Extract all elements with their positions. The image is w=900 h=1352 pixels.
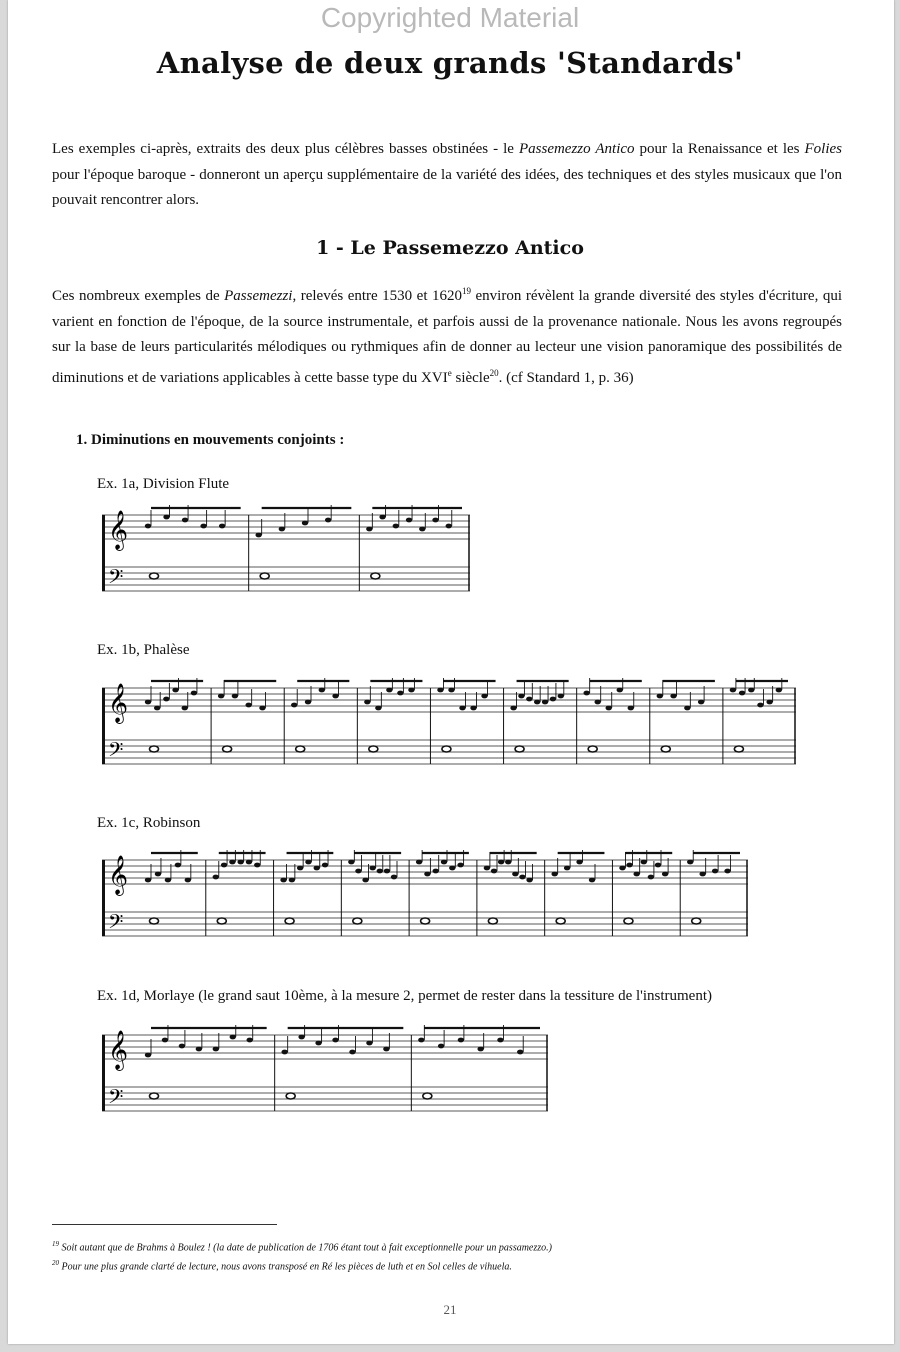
note-head — [594, 700, 600, 705]
note-head — [182, 518, 188, 523]
note-head — [432, 518, 438, 523]
note-head — [517, 1050, 523, 1055]
note-head — [550, 697, 556, 702]
note-head — [670, 694, 676, 699]
bass-whole-note — [488, 918, 497, 924]
note-head — [641, 860, 647, 865]
note-head — [280, 878, 286, 883]
note-head — [291, 703, 297, 708]
note-head — [237, 860, 243, 865]
note-head — [698, 700, 704, 705]
bass-whole-note — [556, 918, 565, 924]
note-head — [369, 866, 375, 871]
note-head — [497, 1038, 503, 1043]
note-head — [551, 872, 557, 877]
note-head — [393, 524, 399, 529]
note-head — [648, 875, 654, 880]
bass-whole-note — [260, 573, 269, 579]
note-head — [558, 694, 564, 699]
note-head — [477, 1047, 483, 1052]
note-head — [185, 878, 191, 883]
note-head — [179, 1044, 185, 1049]
note-head — [662, 872, 668, 877]
note-head — [576, 860, 582, 865]
treble-clef-icon: 𝄞 — [108, 855, 129, 895]
note-head — [391, 875, 397, 880]
note-head — [491, 869, 497, 874]
note-head — [366, 527, 372, 532]
note-head — [325, 518, 331, 523]
note-head — [619, 866, 625, 871]
note-head — [145, 1053, 151, 1058]
music-score-1c — [98, 850, 753, 954]
note-head — [481, 694, 487, 699]
note-head — [564, 866, 570, 871]
music-score-1a — [98, 505, 478, 613]
bass-whole-note — [150, 1093, 159, 1099]
note-head — [384, 869, 390, 874]
note-head — [196, 1047, 202, 1052]
note-head — [512, 872, 518, 877]
note-head — [459, 706, 465, 711]
note-head — [437, 688, 443, 693]
footnote: $^{20}$ Pour une plus grande clarté de lecture, nous avons transposé en Ré les pièces de luth et en Sol celles de vihuela. — [52, 1259, 512, 1273]
bass-whole-note — [515, 746, 524, 752]
note-head — [245, 703, 251, 708]
note-head — [322, 863, 328, 868]
note-head — [145, 700, 151, 705]
bass-clef-icon: 𝄢 — [108, 910, 124, 938]
note-head — [305, 860, 311, 865]
bass-whole-note — [421, 918, 430, 924]
note-head — [484, 866, 490, 871]
note-head — [319, 688, 325, 693]
note-head — [526, 878, 532, 883]
note-head — [349, 1050, 355, 1055]
bass-whole-note — [588, 746, 597, 752]
treble-clef-icon: 𝄞 — [108, 510, 129, 550]
note-head — [655, 863, 661, 868]
bass-whole-note — [286, 1093, 295, 1099]
example-label: Ex. 1b, Phalèse — [97, 642, 190, 658]
note-head — [229, 860, 235, 865]
note-head — [687, 860, 693, 865]
note-head — [510, 706, 516, 711]
bass-whole-note — [442, 746, 451, 752]
note-head — [145, 524, 151, 529]
note-head — [200, 524, 206, 529]
note-head — [297, 866, 303, 871]
example-label: Ex. 1c, Robinson — [97, 815, 201, 831]
watermark: Copyrighted Material — [320, 2, 580, 33]
note-head — [730, 688, 736, 693]
system-brace — [102, 860, 105, 936]
bass-whole-note — [423, 1093, 432, 1099]
note-head — [281, 1050, 287, 1055]
example-label: Ex. 1a, Division Flute — [97, 476, 230, 492]
footnote-separator — [52, 1224, 277, 1225]
note-head — [748, 688, 754, 693]
music-score-1b — [98, 678, 800, 782]
note-head — [406, 518, 412, 523]
note-head — [657, 694, 663, 699]
note-head — [289, 878, 295, 883]
note-head — [375, 706, 381, 711]
note-head — [218, 694, 224, 699]
note-head — [542, 700, 548, 705]
page-number: 21 — [443, 1302, 457, 1317]
note-head — [379, 515, 385, 520]
note-head — [259, 706, 265, 711]
note-head — [397, 691, 403, 696]
note-head — [418, 1038, 424, 1043]
note-head — [314, 866, 320, 871]
note-head — [298, 1035, 304, 1040]
note-head — [305, 700, 311, 705]
section-heading: 1 - Le Passemezzo Antico — [316, 237, 584, 259]
note-head — [332, 1038, 338, 1043]
note-head — [383, 1047, 389, 1052]
bass-whole-note — [369, 746, 378, 752]
note-head — [155, 872, 161, 877]
bass-whole-note — [150, 918, 159, 924]
body-paragraph: Ces nombreux exemples de Passemezzi, relevés entre 1530 et 1620$^{19}$ environ révèlent la grande diversité des styles d'écriture, qui varient en fonction de l'époque, de la source instrumentale, et parfois aussi de la provenance nationale. Nous les avons regroupés sur la base de leurs particularités mélodiques ou rythmiques afin de donner au lecteur une vision panoramique des possibilités de diminutions et de variations applicables à cette basse type du XVIe siècle$^{20}$. (cf Standard 1, p. 36) — [52, 286, 842, 386]
note-head — [408, 688, 414, 693]
note-head — [362, 878, 368, 883]
note-head — [534, 700, 540, 705]
note-head — [498, 860, 504, 865]
bass-clef-icon: 𝄢 — [108, 565, 124, 593]
note-head — [766, 700, 772, 705]
page-title: Analyse de deux grands 'Standards' — [156, 46, 744, 80]
note-head — [519, 875, 525, 880]
note-head — [163, 697, 169, 702]
note-head — [279, 527, 285, 532]
bass-whole-note — [296, 746, 305, 752]
bass-whole-note — [285, 918, 294, 924]
note-head — [366, 1041, 372, 1046]
note-head — [332, 694, 338, 699]
note-head — [684, 706, 690, 711]
note-head — [247, 1038, 253, 1043]
bass-clef-icon: 𝄢 — [108, 738, 124, 766]
note-head — [302, 521, 308, 526]
note-head — [377, 869, 383, 874]
treble-clef-icon: 𝄞 — [108, 1030, 129, 1070]
bass-whole-note — [217, 918, 226, 924]
note-head — [699, 872, 705, 877]
note-head — [446, 524, 452, 529]
bass-whole-note — [150, 573, 159, 579]
note-head — [230, 1035, 236, 1040]
note-head — [246, 860, 252, 865]
note-head — [364, 700, 370, 705]
note-head — [172, 688, 178, 693]
note-head — [424, 872, 430, 877]
bass-whole-note — [150, 746, 159, 752]
bass-whole-note — [371, 573, 380, 579]
note-head — [165, 878, 171, 883]
footnote: $^{19}$ Soit autant que de Brahms à Boulez ! (la date de publication de 1706 étant tout à fait exceptionnelle pour un passamezzo.) — [52, 1240, 552, 1254]
note-head — [145, 878, 151, 883]
note-head — [163, 515, 169, 520]
bass-whole-note — [223, 746, 232, 752]
note-head — [386, 688, 392, 693]
note-head — [626, 863, 632, 868]
note-head — [526, 697, 532, 702]
note-head — [739, 691, 745, 696]
treble-clef-icon: 𝄞 — [108, 683, 129, 723]
note-head — [213, 875, 219, 880]
note-head — [606, 706, 612, 711]
bass-whole-note — [661, 746, 670, 752]
note-head — [191, 691, 197, 696]
bass-whole-note — [692, 918, 701, 924]
note-head — [457, 863, 463, 868]
system-brace — [102, 688, 105, 764]
note-head — [505, 860, 511, 865]
bass-whole-note — [353, 918, 362, 924]
note-head — [518, 694, 524, 699]
note-head — [416, 860, 422, 865]
note-head — [182, 706, 188, 711]
note-head — [441, 860, 447, 865]
note-head — [154, 706, 160, 711]
bass-whole-note — [624, 918, 633, 924]
note-head — [712, 869, 718, 874]
note-head — [355, 869, 361, 874]
note-head — [470, 706, 476, 711]
note-head — [232, 694, 238, 699]
note-head — [724, 869, 730, 874]
note-head — [255, 533, 261, 538]
note-head — [617, 688, 623, 693]
note-head — [433, 869, 439, 874]
subheading: 1. Diminutions en mouvements conjoints : — [76, 432, 345, 448]
note-head — [633, 872, 639, 877]
example-label: Ex. 1d, Morlaye (le grand saut 10ème, à la mesure 2, permet de rester dans la tessiture de l'instrument) — [97, 988, 712, 1004]
intro-paragraph: Les exemples ci-après, extraits des deux plus célèbres basses obstinées - le Passemezzo Antico pour la Renaissance et les Folies pour l'époque baroque - donneront un aperçu supplémentaire de la variété des idées, des techniques et des styles musicaux que l'on pouvait rencontrer alors. — [52, 141, 843, 208]
note-head — [254, 863, 260, 868]
note-head — [213, 1047, 219, 1052]
note-head — [175, 863, 181, 868]
bass-whole-note — [734, 746, 743, 752]
bass-clef-icon: 𝄢 — [108, 1085, 124, 1113]
note-head — [449, 866, 455, 871]
note-head — [776, 688, 782, 693]
note-head — [448, 688, 454, 693]
system-brace — [102, 1035, 105, 1111]
note-head — [219, 524, 225, 529]
note-head — [628, 706, 634, 711]
note-head — [315, 1041, 321, 1046]
note-head — [221, 863, 227, 868]
note-head — [348, 860, 354, 865]
note-head — [458, 1038, 464, 1043]
note-head — [583, 691, 589, 696]
system-brace — [102, 515, 105, 591]
note-head — [589, 878, 595, 883]
music-score-1d — [98, 1025, 553, 1125]
note-head — [438, 1044, 444, 1049]
note-head — [757, 703, 763, 708]
note-head — [419, 527, 425, 532]
note-head — [162, 1038, 168, 1043]
